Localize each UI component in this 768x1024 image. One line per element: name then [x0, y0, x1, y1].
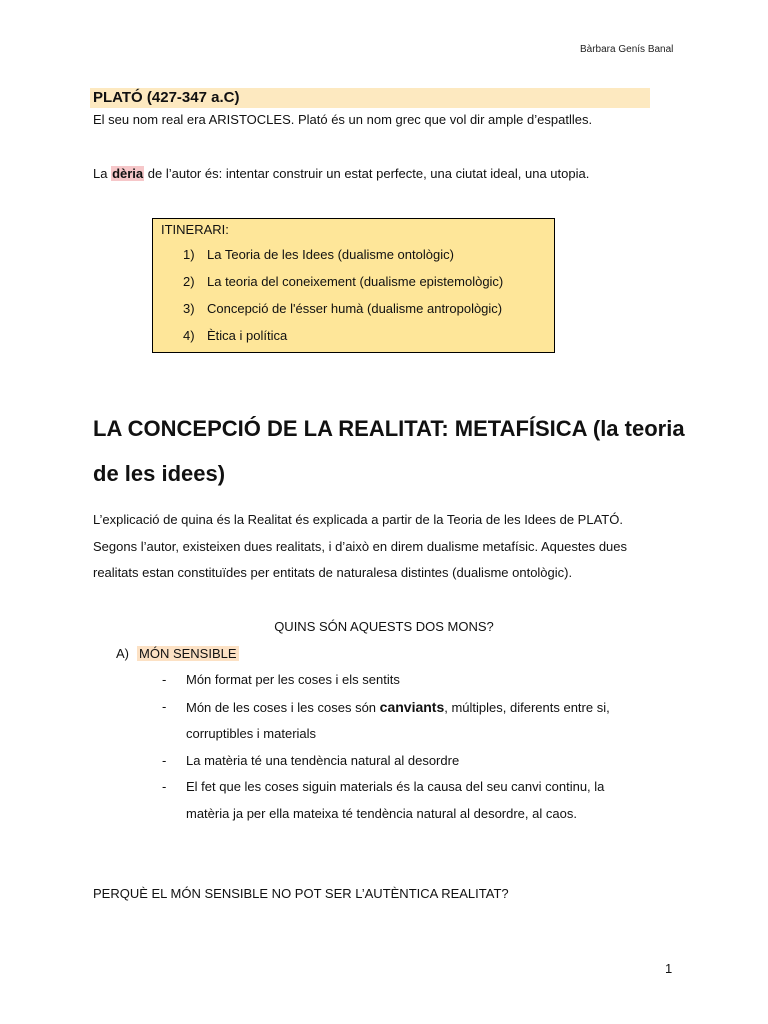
- bold-canviants: canviants: [379, 699, 445, 715]
- subsection-letter: A): [116, 646, 129, 661]
- intro-line-name: El seu nom real era ARISTOCLES. Plató és un nom grec que vol dir ample d’espatlles.: [93, 112, 593, 127]
- itinerary-item-text: La Teoria de les Idees (dualisme ontològic): [207, 247, 454, 262]
- final-question: PERQUÈ EL MÓN SENSIBLE NO POT SER L’AUTÈNTICA REALITAT?: [93, 886, 509, 901]
- paragraph-line: L’explicació de quina és la Realitat és explicada a partir de la Teoria de les Idees de PLATÓ.: [93, 512, 623, 527]
- itinerary-item-text: Concepció de l'ésser humà (dualisme antropològic): [207, 301, 503, 316]
- itinerary-item-number: 1): [183, 247, 195, 262]
- paragraph-line: realitats estan constituïdes per entitats de naturalesa distintes (dualisme ontològic).: [93, 565, 573, 580]
- itinerary-item-number: 2): [183, 274, 195, 289]
- paragraph-line: Segons l’autor, existeixen dues realitats, i d’això en direm dualisme metafísic. Aquestes dues: [93, 539, 628, 554]
- intro-suffix: de l’autor és: intentar construir un estat perfecte, una ciutat ideal, una utopia.: [144, 166, 590, 181]
- itinerary-item-number: 4): [183, 328, 195, 343]
- highlight-deria: dèria: [112, 166, 144, 181]
- itinerary-item-text: Ètica i política: [207, 328, 288, 343]
- intro-line-obsession: [93, 165, 589, 183]
- bullet-dash: -: [162, 753, 167, 768]
- itinerary-box: [152, 218, 555, 353]
- itinerary-item-text: La teoria del coneixement (dualisme epistemològic): [207, 274, 504, 289]
- bullet-dash: -: [162, 672, 167, 687]
- itinerary-item: [183, 327, 287, 345]
- header-author: Bàrbara Genís Banal: [580, 44, 674, 55]
- bullet-text-part: Món de les coses i les coses són: [186, 700, 380, 715]
- bullet-dash: -: [162, 699, 167, 714]
- bullet-item-continuation: matèria ja per ella mateixa té tendència natural al desordre, al caos.: [186, 806, 577, 821]
- section-heading-line1: LA CONCEPCIÓ DE LA REALITAT: METAFÍSICA (la teoria: [93, 416, 685, 441]
- bullet-item: El fet que les coses siguin materials és la causa del seu canvi continu, la: [186, 779, 605, 794]
- page-number: 1: [665, 961, 673, 976]
- bullet-item: Món format per les coses i els sentits: [186, 672, 400, 687]
- bullet-dash: -: [162, 779, 167, 794]
- section-heading-line2: de les idees): [93, 461, 226, 486]
- subsection-label: [137, 645, 239, 663]
- bullet-item: [186, 698, 610, 717]
- itinerary-item-number: 3): [183, 301, 195, 316]
- itinerary-heading: ITINERARI:: [161, 222, 229, 237]
- document-title: PLATÓ (427-347 a.C): [93, 89, 240, 106]
- bullet-item: La matèria té una tendència natural al desordre: [186, 753, 460, 768]
- intro-prefix: La: [93, 166, 112, 181]
- bullet-text-part: , múltiples, diferents entre si,: [444, 700, 610, 715]
- itinerary-item: [183, 246, 454, 264]
- itinerary-item: [183, 273, 503, 291]
- bullet-item-continuation: corruptibles i materials: [186, 726, 317, 741]
- highlight-mon-sensible: MÓN SENSIBLE: [139, 646, 237, 661]
- question-two-worlds: QUINS SÓN AQUESTS DOS MONS?: [274, 619, 494, 634]
- itinerary-item: [183, 300, 502, 318]
